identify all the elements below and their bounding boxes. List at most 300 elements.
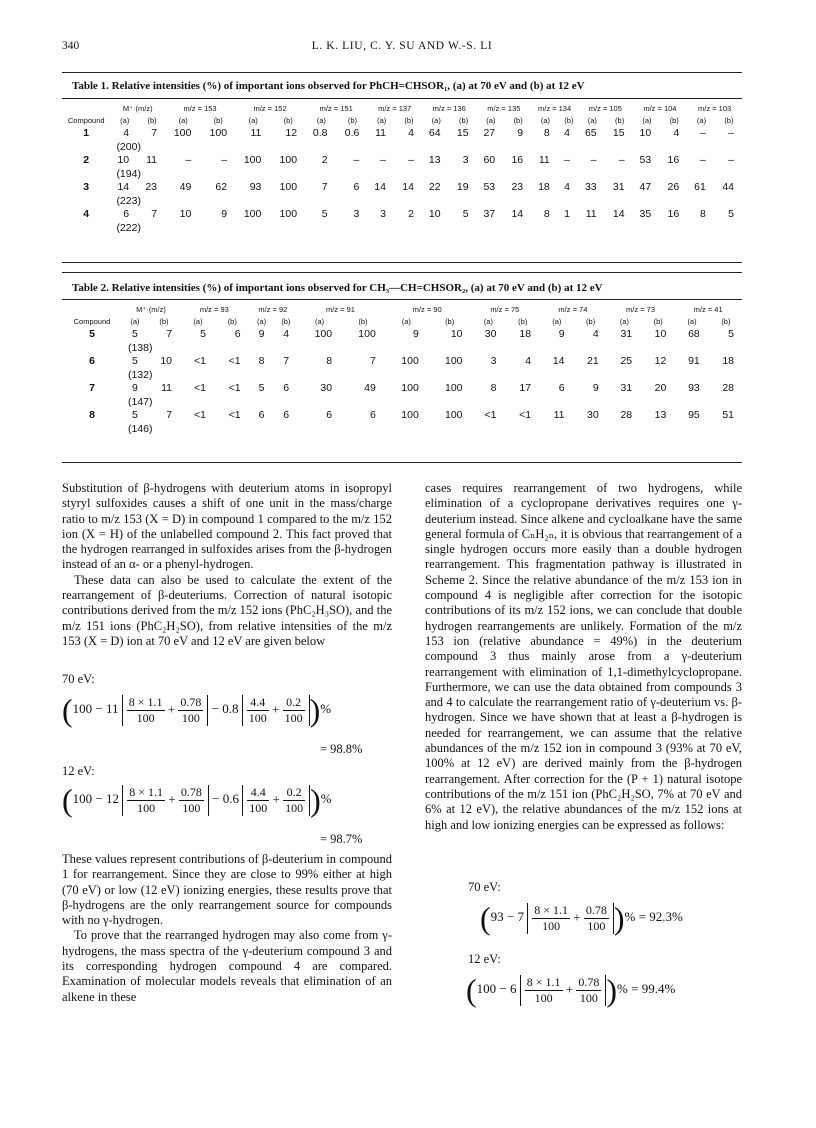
table-cell: 8 [699, 208, 706, 220]
table1-bottom-rule [62, 262, 742, 263]
table-cell: 5 [258, 382, 265, 394]
compound-number: 8 [89, 409, 95, 421]
table-cell: 4 [408, 127, 414, 139]
table-cell: 0.8 [312, 127, 328, 139]
left-column-bottom [62, 852, 392, 1005]
equation-1-result: = 98.8% [320, 742, 363, 756]
table-cell: – [408, 154, 414, 166]
table-cell: 8 [490, 382, 497, 394]
table-cell: 2 [408, 208, 414, 220]
table-cell: 100 [444, 409, 463, 421]
table-cell: 5 [200, 328, 206, 340]
condition-subheader: (a) [377, 115, 387, 125]
table-cell: 95 [688, 409, 700, 421]
table-cell: 6 [326, 409, 333, 421]
column-group-header: M⁺·(m/z) [136, 304, 166, 314]
molecular-ion-mz: (200) [116, 140, 141, 153]
table-cell: 9 [517, 127, 524, 139]
table-cell: 51 [722, 409, 734, 421]
table-cell: 14 [374, 181, 386, 193]
left-para-2: These data can also be used to calculate the extent of the rearrangement of β-deuteriums. Correction of natural isotopic contributions derived from the m/z 152 ions (PhC₂H₃SO), and the m/z 151 ions (PhC₂H₂SO), from relative intensities of the m/z 153 (X = D) ion at 70 eV and 12 eV are given below [62, 572, 392, 648]
table-cell: 68 [688, 328, 700, 340]
table-row [62, 327, 742, 341]
row-spacer [62, 341, 122, 354]
table-cell: 10 [428, 208, 441, 220]
table-cell: 5 [462, 208, 469, 220]
table-cell: 100 [401, 355, 419, 367]
table2 [62, 303, 742, 435]
condition-subheader: (b) [404, 115, 414, 125]
table-cell: 100 [358, 328, 376, 340]
table-cell: 23 [511, 181, 524, 193]
table-cell: 27 [483, 127, 496, 139]
table-cell: 11 [146, 154, 158, 166]
table-cell: 100 [401, 382, 419, 394]
table1-caption: Table 1. Relative intensities (%) of important ions observed for PhCH=CHSOR₁, (a) at 70 eV and (b) at 12 eV [72, 80, 585, 92]
compound-number: 4 [83, 208, 90, 220]
condition-subheader: (b) [721, 316, 731, 326]
table-cell: 6 [283, 382, 290, 394]
table-cell: 7 [166, 409, 173, 421]
condition-subheader: (b) [445, 316, 455, 326]
table1 [62, 102, 742, 234]
table-cell: 10 [117, 154, 130, 166]
table-cell: 30 [484, 328, 497, 340]
condition-subheader: (b) [458, 115, 469, 125]
condition-subheader: (b) [283, 115, 293, 125]
equation-1: (100 − 11 $\frac{8 \times 1.1}{100}$ + $\frac{0.78}{100}$ − 0.8 $\frac{4.4}{100}$ + $\frac{0.2}{100}$ )% [62, 692, 332, 728]
table-cell: 25 [620, 355, 633, 367]
molecular-ion-mz: (138) [127, 341, 153, 354]
table-cell: 4 [592, 328, 599, 340]
table1-top-rule [62, 72, 742, 73]
table-cell: 11 [553, 409, 565, 421]
equation-3: (93 − 7 $\frac{8 \times 1.1}{100}$ + $\frac{0.78}{100}$ )% = 92.3% [480, 900, 683, 936]
condition-subheader: (b) [513, 115, 523, 125]
table2-top-rule [62, 272, 742, 273]
table-cell: 100 [279, 154, 298, 166]
table-cell: 100 [173, 127, 192, 139]
table-cell: 11 [250, 127, 262, 139]
label-12ev-right: 12 eV: [468, 952, 501, 966]
table-cell: 100 [444, 382, 463, 394]
molecular-ion-mz: (132) [127, 368, 153, 381]
compound-header: Compound [73, 316, 111, 326]
table-cell: 5 [132, 355, 138, 367]
table-cell: 10 [654, 328, 667, 340]
column-group-header: m/z = 75 [490, 304, 520, 314]
condition-subheader: (b) [653, 316, 663, 326]
table-row [62, 354, 742, 368]
condition-subheader: (a) [316, 115, 326, 125]
condition-subheader: (a) [193, 316, 203, 326]
condition-subheader: (b) [518, 316, 528, 326]
table-cell: 18 [538, 181, 550, 193]
condition-subheader: (a) [431, 115, 441, 125]
label-12ev-left: 12 eV: [62, 764, 95, 778]
condition-subheader: (a) [486, 115, 496, 125]
table-cell: 6 [258, 409, 265, 421]
condition-subheader: (b) [724, 115, 734, 125]
table-cell: 16 [511, 154, 524, 166]
table-cell: 10 [179, 208, 192, 220]
condition-subheader: (a) [552, 316, 562, 326]
table-cell: – [353, 154, 360, 166]
table-cell: 6 [123, 208, 130, 220]
molecular-ion-row [62, 341, 742, 354]
table-cell: 4 [525, 355, 532, 367]
table-cell: 22 [428, 181, 441, 193]
table-cell: 3 [353, 208, 360, 220]
column-group-header: m/z = 73 [626, 304, 655, 314]
table-cell: – [699, 127, 706, 139]
condition-subheader: (a) [642, 115, 652, 125]
table-header-row [62, 303, 742, 315]
table-cell: 100 [209, 127, 228, 139]
right-para-1: cases requires rearrangement of two hydrogens, while elimination of a cyclopropane derivatives requires one γ-deuterium instead. Since alkene and cycloalkane have the same general formula of CₙH₂ₙ, it is obvious that rearrangement of a single hydrogen occurs more easily than a double hydrogen rearrangement. This fragmentation pathway is illustrated in Scheme 2. Since the relative abundance of the m/z 153 ion in compound 4 is negligible after correction for the isotopic contributions of its m/z 152 ions, we can conclude that double hydrogen rearrangements are unlikely. Formation of the m/z 153 ion (relative abundance = 49%) in the deuterium compound 3 thus mainly arose from a γ-deuterium rearrangement with elimination of 1,1-dimethylcyclopropane. Furthermore, we can use the data obtained from compounds 3 and 4 to calculate the rearrangement ratio of γ-deuterium vs. β-hydrogen. Since we have shown that at least a β-hydrogen is needed for rearrangement, we can assume that the relative abundances of the m/z 152 ion in compound 3 (93% at 70 eV, 100% at 12 eV) are derived mainly from the β-hydrogen rearrangement. After correction for the (P + 1) natural isotope contributions of the m/z 151 ion (PhC₂H₂SO, 7% at 70 eV and 6% at 12 eV), the relative abundances of the m/z 152 ions at high and low ionizing energies can be expressed as follows: [425, 481, 742, 832]
table-cell: 7 [151, 127, 158, 139]
table-cell: 15 [612, 127, 625, 139]
table-cell: 100 [314, 328, 333, 340]
table-subheader-row [62, 114, 742, 126]
table-cell: 62 [215, 181, 228, 193]
column-group-header: m/z = 151 [319, 103, 353, 113]
table-cell: 100 [401, 409, 419, 421]
table-cell: 3 [462, 154, 469, 166]
table-cell: 20 [654, 382, 667, 394]
condition-subheader: (b) [227, 316, 237, 326]
table-cell: 10 [160, 355, 173, 367]
molecular-ion-row [62, 395, 742, 408]
table-cell: – [221, 154, 228, 166]
table-cell: <1 [193, 382, 206, 394]
condition-subheader: (b) [586, 316, 596, 326]
row-spacer [62, 167, 110, 180]
table-cell: 7 [283, 355, 290, 367]
table-cell: 6 [283, 409, 290, 421]
table-cell: 7 [151, 208, 158, 220]
column-group-header: m/z = 74 [558, 304, 588, 314]
table2-grid [62, 303, 742, 435]
left-para-1: Substitution of β-hydrogens with deuterium atoms in isopropyl styryl sulfoxides causes a shift of one unit in the mass/charge ratio to m/z 153 (X = D) in compound 1 compared to the m/z 152 ion (X = H) of the unlabelled compound 2. This fact proved that the hydrogen rearranged in sulfoxides arises from the β-hydrogen instead of an α- or a phenyl-hydrogen. [62, 481, 392, 572]
column-group-header: m/z = 136 [432, 103, 466, 113]
table-cell: 11 [161, 382, 173, 394]
row-spacer [62, 422, 122, 435]
column-group-header: m/z = 152 [253, 103, 287, 113]
condition-subheader: (b) [347, 115, 358, 125]
table-cell: 4 [564, 127, 571, 139]
condition-subheader: (a) [587, 115, 597, 125]
table-cell: 8 [543, 127, 550, 139]
table-cell: 15 [456, 127, 469, 139]
table-cell: 0.6 [344, 127, 360, 139]
table-cell: – [590, 154, 597, 166]
table-cell: 35 [639, 208, 652, 220]
column-group-header: m/z = 104 [643, 103, 677, 113]
table-cell: 30 [320, 382, 333, 394]
table-cell: 60 [483, 154, 496, 166]
compound-number: 7 [89, 382, 95, 394]
table2-caption: Table 2. Relative intensities (%) of important ions observed for CH₃—CH=CHSOR₂, (a) at 70 eV and (b) at 12 eV [72, 282, 603, 294]
left-para-4: To prove that the rearranged hydrogen may also come from γ-hydrogens, the mass spectra of the γ-deuterium compound 3 and its corresponding hydrogen compound 4 are compared. Examination of molecular models reveals that elimination of an alkene in these [62, 928, 392, 1004]
column-group-header: m/z = 91 [325, 304, 355, 314]
table-cell: 3 [490, 355, 497, 367]
table-cell: – [564, 154, 571, 166]
table2-bottom-rule [62, 462, 742, 463]
column-group-header: m/z = 41 [693, 304, 723, 314]
table-cell: 2 [321, 154, 328, 166]
column-group-header: m/z = 135 [487, 103, 521, 113]
table-cell: 61 [694, 181, 706, 193]
table-cell: 9 [558, 328, 565, 340]
table-cell: <1 [228, 355, 241, 367]
table-cell: 5 [728, 208, 734, 220]
table-cell: 18 [722, 355, 734, 367]
table-subheader-row [62, 315, 742, 327]
column-group-header: M⁺·(m/z) [122, 103, 153, 113]
condition-subheader: (a) [696, 115, 707, 125]
table-row [62, 153, 742, 167]
table-row [62, 408, 742, 422]
table-cell: 11 [585, 208, 597, 220]
column-group-header: m/z = 105 [588, 103, 622, 113]
condition-subheader: (a) [120, 115, 130, 125]
table-cell: 10 [639, 127, 652, 139]
compound-number: 5 [89, 328, 95, 340]
condition-subheader: (a) [401, 316, 411, 326]
table-cell: 64 [428, 127, 441, 139]
compound-header: Compound [67, 115, 105, 125]
condition-subheader: (a) [178, 115, 188, 125]
table-cell: 5 [132, 409, 138, 421]
condition-subheader: (b) [358, 316, 368, 326]
table-cell: 5 [728, 328, 734, 340]
condition-subheader: (a) [540, 115, 551, 125]
table-cell: 16 [667, 208, 680, 220]
condition-subheader: (b) [213, 115, 223, 125]
table-cell: 65 [584, 127, 597, 139]
molecular-ion-mz: (222) [116, 221, 141, 234]
table-cell: 100 [279, 208, 298, 220]
table-row [62, 180, 742, 194]
column-group-header: m/z = 93 [199, 304, 229, 314]
table-cell: <1 [228, 409, 241, 421]
table-cell: 31 [620, 382, 633, 394]
compound-number: 3 [83, 181, 90, 193]
table-cell: 8 [326, 355, 333, 367]
table1-caption-rule [62, 98, 742, 99]
table-cell: 53 [639, 154, 652, 166]
table-cell: 14 [117, 181, 130, 193]
table-cell: 100 [243, 208, 262, 220]
table-cell: <1 [193, 355, 206, 367]
table-cell: 9 [592, 382, 599, 394]
header-spacer [62, 303, 122, 315]
row-spacer [62, 221, 110, 234]
table-cell: 49 [179, 181, 192, 193]
table-cell: <1 [193, 409, 206, 421]
table-cell: 28 [722, 382, 734, 394]
condition-subheader: (a) [256, 316, 267, 326]
compound-number: 1 [83, 127, 90, 139]
table-cell: 11 [538, 154, 550, 166]
table-cell: 17 [519, 382, 532, 394]
condition-subheader: (b) [281, 316, 291, 326]
table-cell: 49 [364, 382, 376, 394]
table-cell: 18 [519, 328, 532, 340]
table-row [62, 207, 742, 221]
table-cell: 53 [483, 181, 496, 193]
table-cell: 4 [564, 181, 571, 193]
equation-2: (100 − 12 $\frac{8 \times 1.1}{100}$ + $\frac{0.78}{100}$ − 0.6 $\frac{4.4}{100}$ + $\frac{0.2}{100}$ )% [62, 782, 332, 818]
column-group-header: m/z = 134 [538, 103, 572, 113]
table-cell: 9 [132, 382, 138, 394]
molecular-ion-row [62, 221, 742, 234]
table-cell: 14 [612, 208, 625, 220]
table-cell: 8 [258, 355, 265, 367]
table-cell: 4 [283, 328, 290, 340]
condition-subheader: (a) [248, 115, 258, 125]
condition-subheader: (a) [619, 316, 629, 326]
condition-subheader: (b) [564, 115, 574, 125]
row-spacer [62, 140, 110, 153]
table-cell: 33 [584, 181, 597, 193]
condition-subheader: (a) [687, 316, 697, 326]
page-number: 340 [62, 40, 80, 52]
table-cell: 100 [444, 355, 463, 367]
table-cell: 13 [654, 409, 667, 421]
table-cell: <1 [228, 382, 241, 394]
table-cell: 28 [620, 409, 633, 421]
table-cell: 6 [558, 382, 565, 394]
table-cell: 93 [688, 382, 700, 394]
table-cell: 9 [258, 328, 265, 340]
molecular-ion-mz: (147) [127, 395, 153, 408]
table-cell: 6 [234, 328, 241, 340]
condition-subheader: (b) [159, 316, 169, 326]
table-cell: 44 [722, 181, 734, 193]
table-cell: 30 [587, 409, 599, 421]
column-group-header: m/z = 153 [183, 103, 217, 113]
table-cell: <1 [519, 409, 532, 421]
header-spacer [62, 102, 110, 114]
table-cell: 19 [456, 181, 469, 193]
table-cell: 100 [279, 181, 298, 193]
table-cell: 14 [402, 181, 414, 193]
row-spacer [62, 395, 122, 408]
condition-subheader: (b) [615, 115, 625, 125]
table-cell: 93 [249, 181, 262, 193]
table-row [62, 381, 742, 395]
table-cell: 31 [612, 181, 625, 193]
table-cell: 7 [166, 328, 173, 340]
column-group-header: m/z = 103 [698, 103, 732, 113]
table-cell: 4 [123, 127, 130, 139]
condition-subheader: (a) [315, 316, 325, 326]
table-cell: 100 [243, 154, 262, 166]
table-cell: 13 [428, 154, 441, 166]
table-cell: 12 [285, 127, 298, 139]
left-para-3: These values represent contributions of β-deuterium in compound 1 for rearrangement. Since they are close to 99% either at high (70 eV) or low (12 eV) ionizing energies, these results prove that β-hydrogens are the only rearrangement source for compounds with no γ-hydrogen. [62, 852, 392, 928]
table-cell: <1 [484, 409, 497, 421]
table-cell: 12 [654, 355, 667, 367]
table-cell: 8 [543, 208, 550, 220]
table2-caption-rule [62, 299, 742, 300]
compound-number: 2 [83, 154, 90, 166]
table-cell: – [380, 154, 386, 166]
running-head: L. K. LIU, C. Y. SU AND W.-S. LI [311, 40, 493, 52]
right-column [425, 481, 742, 833]
table-cell: 7 [321, 181, 328, 193]
molecular-ion-row [62, 167, 742, 180]
left-column-top [62, 481, 392, 649]
table-cell: 37 [483, 208, 496, 220]
compound-number: 6 [89, 355, 95, 367]
condition-subheader: (b) [147, 115, 157, 125]
column-group-header: m/z = 92 [258, 304, 288, 314]
table-cell: 4 [673, 127, 680, 139]
label-70ev-left: 70 eV: [62, 672, 95, 686]
table-cell: 7 [369, 355, 376, 367]
table-cell: 11 [375, 127, 386, 139]
table-cell: 9 [221, 208, 228, 220]
table-cell: 47 [639, 181, 652, 193]
table-cell: – [699, 154, 706, 166]
label-70ev-right: 70 eV: [468, 880, 501, 894]
table-cell: 9 [412, 328, 419, 340]
equation-2-result: = 98.7% [320, 832, 363, 846]
table-cell: – [728, 127, 734, 139]
molecular-ion-row [62, 194, 742, 207]
table-cell: 6 [369, 409, 376, 421]
table-cell: 31 [620, 328, 633, 340]
table-row [62, 126, 742, 140]
table-cell: 26 [667, 181, 680, 193]
table-cell: 16 [667, 154, 680, 166]
column-group-header: m/z = 137 [378, 103, 412, 113]
table-cell: 6 [353, 181, 360, 193]
table-header-row [62, 102, 742, 114]
table-cell: 23 [145, 181, 158, 193]
molecular-ion-row [62, 422, 742, 435]
row-spacer [62, 194, 110, 207]
table-cell: 10 [450, 328, 463, 340]
table-cell: – [728, 154, 734, 166]
row-spacer [62, 368, 122, 381]
table-cell: 14 [552, 355, 565, 367]
molecular-ion-row [62, 368, 742, 381]
table-cell: 1 [564, 208, 571, 220]
condition-subheader: (a) [130, 316, 140, 326]
table-cell: 5 [132, 328, 138, 340]
table-cell: 5 [321, 208, 328, 220]
table1-grid [62, 102, 742, 234]
molecular-ion-mz: (146) [127, 422, 153, 435]
table-cell: 91 [688, 355, 700, 367]
condition-subheader: (b) [669, 115, 679, 125]
table-cell: 3 [380, 208, 386, 220]
column-group-header: m/z = 90 [412, 304, 442, 314]
molecular-ion-row [62, 140, 742, 153]
molecular-ion-mz: (223) [116, 194, 141, 207]
table-cell: 14 [511, 208, 524, 220]
table-cell: – [618, 154, 625, 166]
condition-subheader: (a) [483, 316, 494, 326]
table-cell: 21 [587, 355, 599, 367]
equation-4: (100 − 6 $\frac{8 \times 1.1}{100}$ + $\frac{0.78}{100}$ )% = 99.4% [466, 972, 676, 1008]
table-cell: – [185, 154, 192, 166]
molecular-ion-mz: (194) [116, 167, 141, 180]
